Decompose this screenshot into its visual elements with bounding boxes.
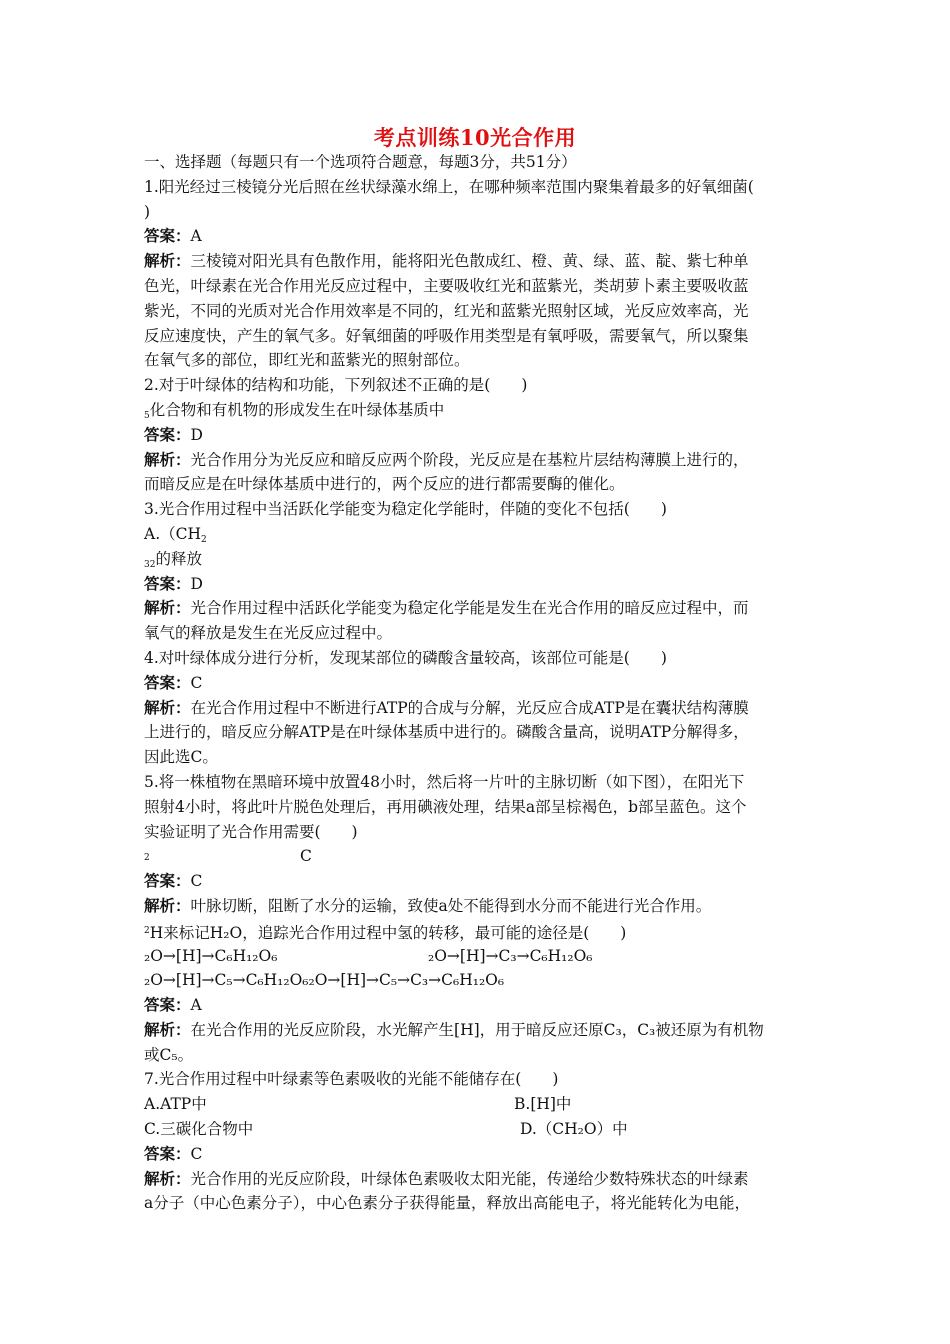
answer-label: 答案： [144,425,191,444]
option-text: A.（CH [144,524,201,543]
analysis-label: 解析： [144,1169,191,1188]
option-b: B.[H]中 [514,1095,572,1114]
analysis-text: 在光合作用的光反应阶段，水光解产生[H]，用于暗反应还原C₃，C₃被还原为有机物 [190,1020,764,1039]
q6-answer [144,993,824,1018]
analysis-text: 光合作用的光反应阶段，叶绿体色素吸收太阳光能，传递给少数特殊状态的叶绿素 [190,1169,749,1188]
option-text: C [300,847,312,866]
subscript: 5 [144,410,150,421]
q4-answer [144,671,824,696]
analysis-label: 解析： [144,252,191,271]
answer-value: D [190,425,203,444]
q1-analysis-line: 色光，叶绿素在光合作用光反应过程中，主要吸收红光和蓝紫光，类胡萝卜素主要吸收蓝 [144,276,749,295]
stem-text: H来标记H₂O，追踪光合作用过程中氢的转移，最可能的途径是( ) [149,923,627,942]
option-a: ₂O→[H]→C₆H₁₂O₆ [144,946,278,965]
option-a: A.ATP中 [144,1095,207,1114]
answer-value: C [190,673,203,692]
answer-label: 答案： [144,574,191,593]
answer-value: C [190,872,203,891]
q1-analysis-line: 反应速度快，产生的氧气多。好氧细菌的呼吸作用类型是有氧呼吸，需要氧气，所以聚集 [144,326,749,345]
q6-analysis-line: 或C₅。 [144,1045,194,1064]
analysis-text: 光合作用分为光反应和暗反应两个阶段，光反应是在基粒片层结构薄膜上进行的， [190,450,749,469]
option-c: C.三碳化合物中 [144,1120,254,1139]
q7-analysis [144,1167,824,1192]
q5-answer [144,869,824,894]
q3-stem: 3.光合作用过程中当活跃化学能变为稳定化学能时，伴随的变化不包括( ) [144,500,667,519]
q7-options-ab [144,1092,824,1117]
q6-stem [144,919,824,944]
option-text: 的释放 [155,549,202,568]
answer-label: 答案： [144,996,191,1015]
section-heading: 一、选择题（每题只有一个选项符合题意，每题3分，共51分） [144,153,577,171]
q1-stem: 1.阳光经过三棱镜分光后照在丝状绿藻水绵上，在哪种频率范围内聚集着最多的好氧细菌( [144,177,754,196]
q1-answer [144,224,824,249]
q7-analysis-line: a分子（中心色素分子），中心色素分子获得能量，释放出高能电子，将光能转化为电能， [144,1194,750,1213]
q2-stem: 2.对于叶绿体的结构和功能，下列叙述不正确的是( ) [144,376,528,395]
q1-analysis-line: 紫光，不同的光质对光合作用效率是不同的，红光和蓝紫光照射区域，光反应效率高，光 [144,301,749,320]
q2-option [144,398,824,423]
answer-label: 答案： [144,872,191,891]
analysis-label: 解析： [144,698,191,717]
answer-label: 答案： [144,227,191,246]
subscript: 2 [201,534,207,545]
q4-analysis [144,696,824,721]
q7-answer [144,1142,824,1167]
answer-label: 答案： [144,1144,191,1163]
question-list [144,150,824,1216]
subscript: 32 [144,559,156,570]
analysis-label: 解析： [144,599,191,618]
page-title: 考点训练10光合作用 [373,125,577,150]
option-b: ₂O→[H]→C₃→C₆H₁₂O₆ [428,946,593,965]
analysis-label: 解析： [144,896,191,915]
answer-value: A [190,996,202,1015]
q7-options-cd [144,1117,824,1142]
q5-stem-line: 照射4小时，将此叶片脱色处理后，再用碘液处理，结果a部呈棕褐色，b部呈蓝色。这个 [144,797,747,816]
analysis-text: 三棱镜对阳光具有色散作用，能将阳光色散成红、橙、黄、绿、蓝、靛、紫七种单 [190,252,749,271]
analysis-text: 叶脉切断，阻断了水分的运输，致使a处不能得到水分而不能进行光合作用。 [190,896,712,915]
q6-options-ab [144,944,824,969]
q2-analysis [144,448,824,473]
q2-answer [144,423,824,448]
q1-analysis [144,249,824,274]
q6-options-cd: ₂O→[H]→C₅→C₆H₁₂O₆₂O→[H]→C₅→C₃→C₆H₁₂O₆ [144,971,505,990]
analysis-label: 解析： [144,1020,191,1039]
option-d: D.（CH₂O）中 [520,1120,628,1139]
answer-label: 答案： [144,673,191,692]
q3-option-b [144,547,824,572]
q1-stem-cont: ) [144,202,151,221]
analysis-text: 在光合作用过程中不断进行ATP的合成与分解，光反应合成ATP是在囊状结构薄膜 [190,698,749,717]
q5-options [144,844,824,869]
analysis-text: 光合作用过程中活跃化学能变为稳定化学能是发生在光合作用的暗反应过程中，而 [190,599,749,618]
superscript: 2 [144,925,150,936]
q5-stem: 5.将一株植物在黑暗环境中放置48小时，然后将一片叶的主脉切断（如下图），在阳光下 [144,772,745,791]
q3-analysis [144,596,824,621]
q6-analysis [144,1018,824,1043]
q3-answer [144,572,824,597]
q1-analysis-line: 在氧气多的部位，即红光和蓝紫光的照射部位。 [144,351,470,370]
subscript: 2 [144,853,150,864]
q4-stem: 4.对叶绿体成分进行分析，发现某部位的磷酸含量较高，该部位可能是( ) [144,648,667,667]
answer-value: D [190,574,203,593]
q4-analysis-line: 上进行的，暗反应分解ATP是在叶绿体基质中进行的。磷酸含量高，说明ATP分解得多， [144,723,749,742]
q3-option-a [144,522,824,547]
q4-analysis-line: 因此选C。 [144,748,218,767]
q3-analysis-line: 氧气的释放是发生在光反应过程中。 [144,624,393,643]
option-text: 化合物和有机物的形成发生在叶绿体基质中 [149,400,445,419]
answer-value: C [190,1144,203,1163]
q7-stem: 7.光合作用过程中叶绿素等色素吸收的光能不能储存在( ) [144,1070,559,1089]
q5-analysis [144,894,824,919]
answer-value: A [190,227,202,246]
q5-stem-line: 实验证明了光合作用需要( ) [144,822,358,841]
analysis-label: 解析： [144,450,191,469]
q2-analysis-line: 而暗反应是在叶绿体基质中进行的，两个反应的进行都需要酶的催化。 [144,475,625,494]
